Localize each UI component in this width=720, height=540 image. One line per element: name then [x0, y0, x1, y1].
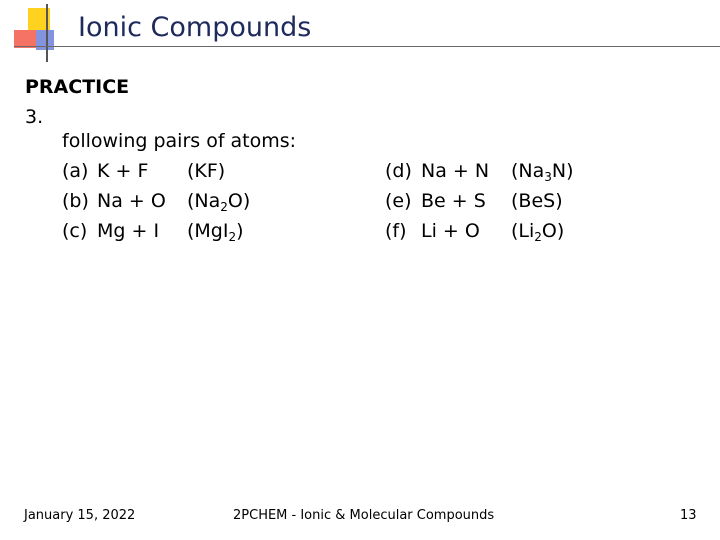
page-number: 13: [680, 508, 697, 523]
decor-vertical-line: [46, 4, 48, 62]
pair-reaction-c: Mg + I: [97, 220, 160, 242]
decor-blue-square: [36, 30, 54, 50]
footer-title: 2PCHEM - Ionic & Molecular Compounds: [233, 508, 495, 523]
pair-label-d: (d): [385, 160, 412, 182]
pair-product-f: $(Li_2O)$: [511, 220, 565, 244]
pair-product-a: (KF): [187, 160, 226, 182]
pair-label-c: (c): [62, 220, 88, 242]
instruction-text: following pairs of atoms:: [62, 130, 297, 152]
question-number: 3.: [25, 106, 44, 128]
footer-date: January 15, 2022: [24, 508, 136, 523]
pair-product-d: $(Na_3N)$: [511, 160, 574, 184]
pair-reaction-f: Li + O: [421, 220, 480, 242]
pair-product-e: (BeS): [511, 190, 563, 212]
practice-heading: PRACTICE: [25, 76, 130, 98]
pair-reaction-a: K + F: [97, 160, 149, 182]
pair-label-b: (b): [62, 190, 89, 212]
pair-label-f: (f): [385, 220, 407, 242]
pair-reaction-b: Na + O: [97, 190, 166, 212]
slide-title: Ionic Compounds: [78, 12, 312, 43]
pair-product-b: $(Na_2O)$: [187, 190, 251, 214]
pair-reaction-d: Na + N: [421, 160, 490, 182]
pair-label-a: (a): [62, 160, 89, 182]
pair-reaction-e: Be + S: [421, 190, 486, 212]
title-underline: [14, 46, 720, 47]
pair-product-c: (MgI$_2$): [187, 220, 244, 244]
pair-label-e: (e): [385, 190, 412, 212]
